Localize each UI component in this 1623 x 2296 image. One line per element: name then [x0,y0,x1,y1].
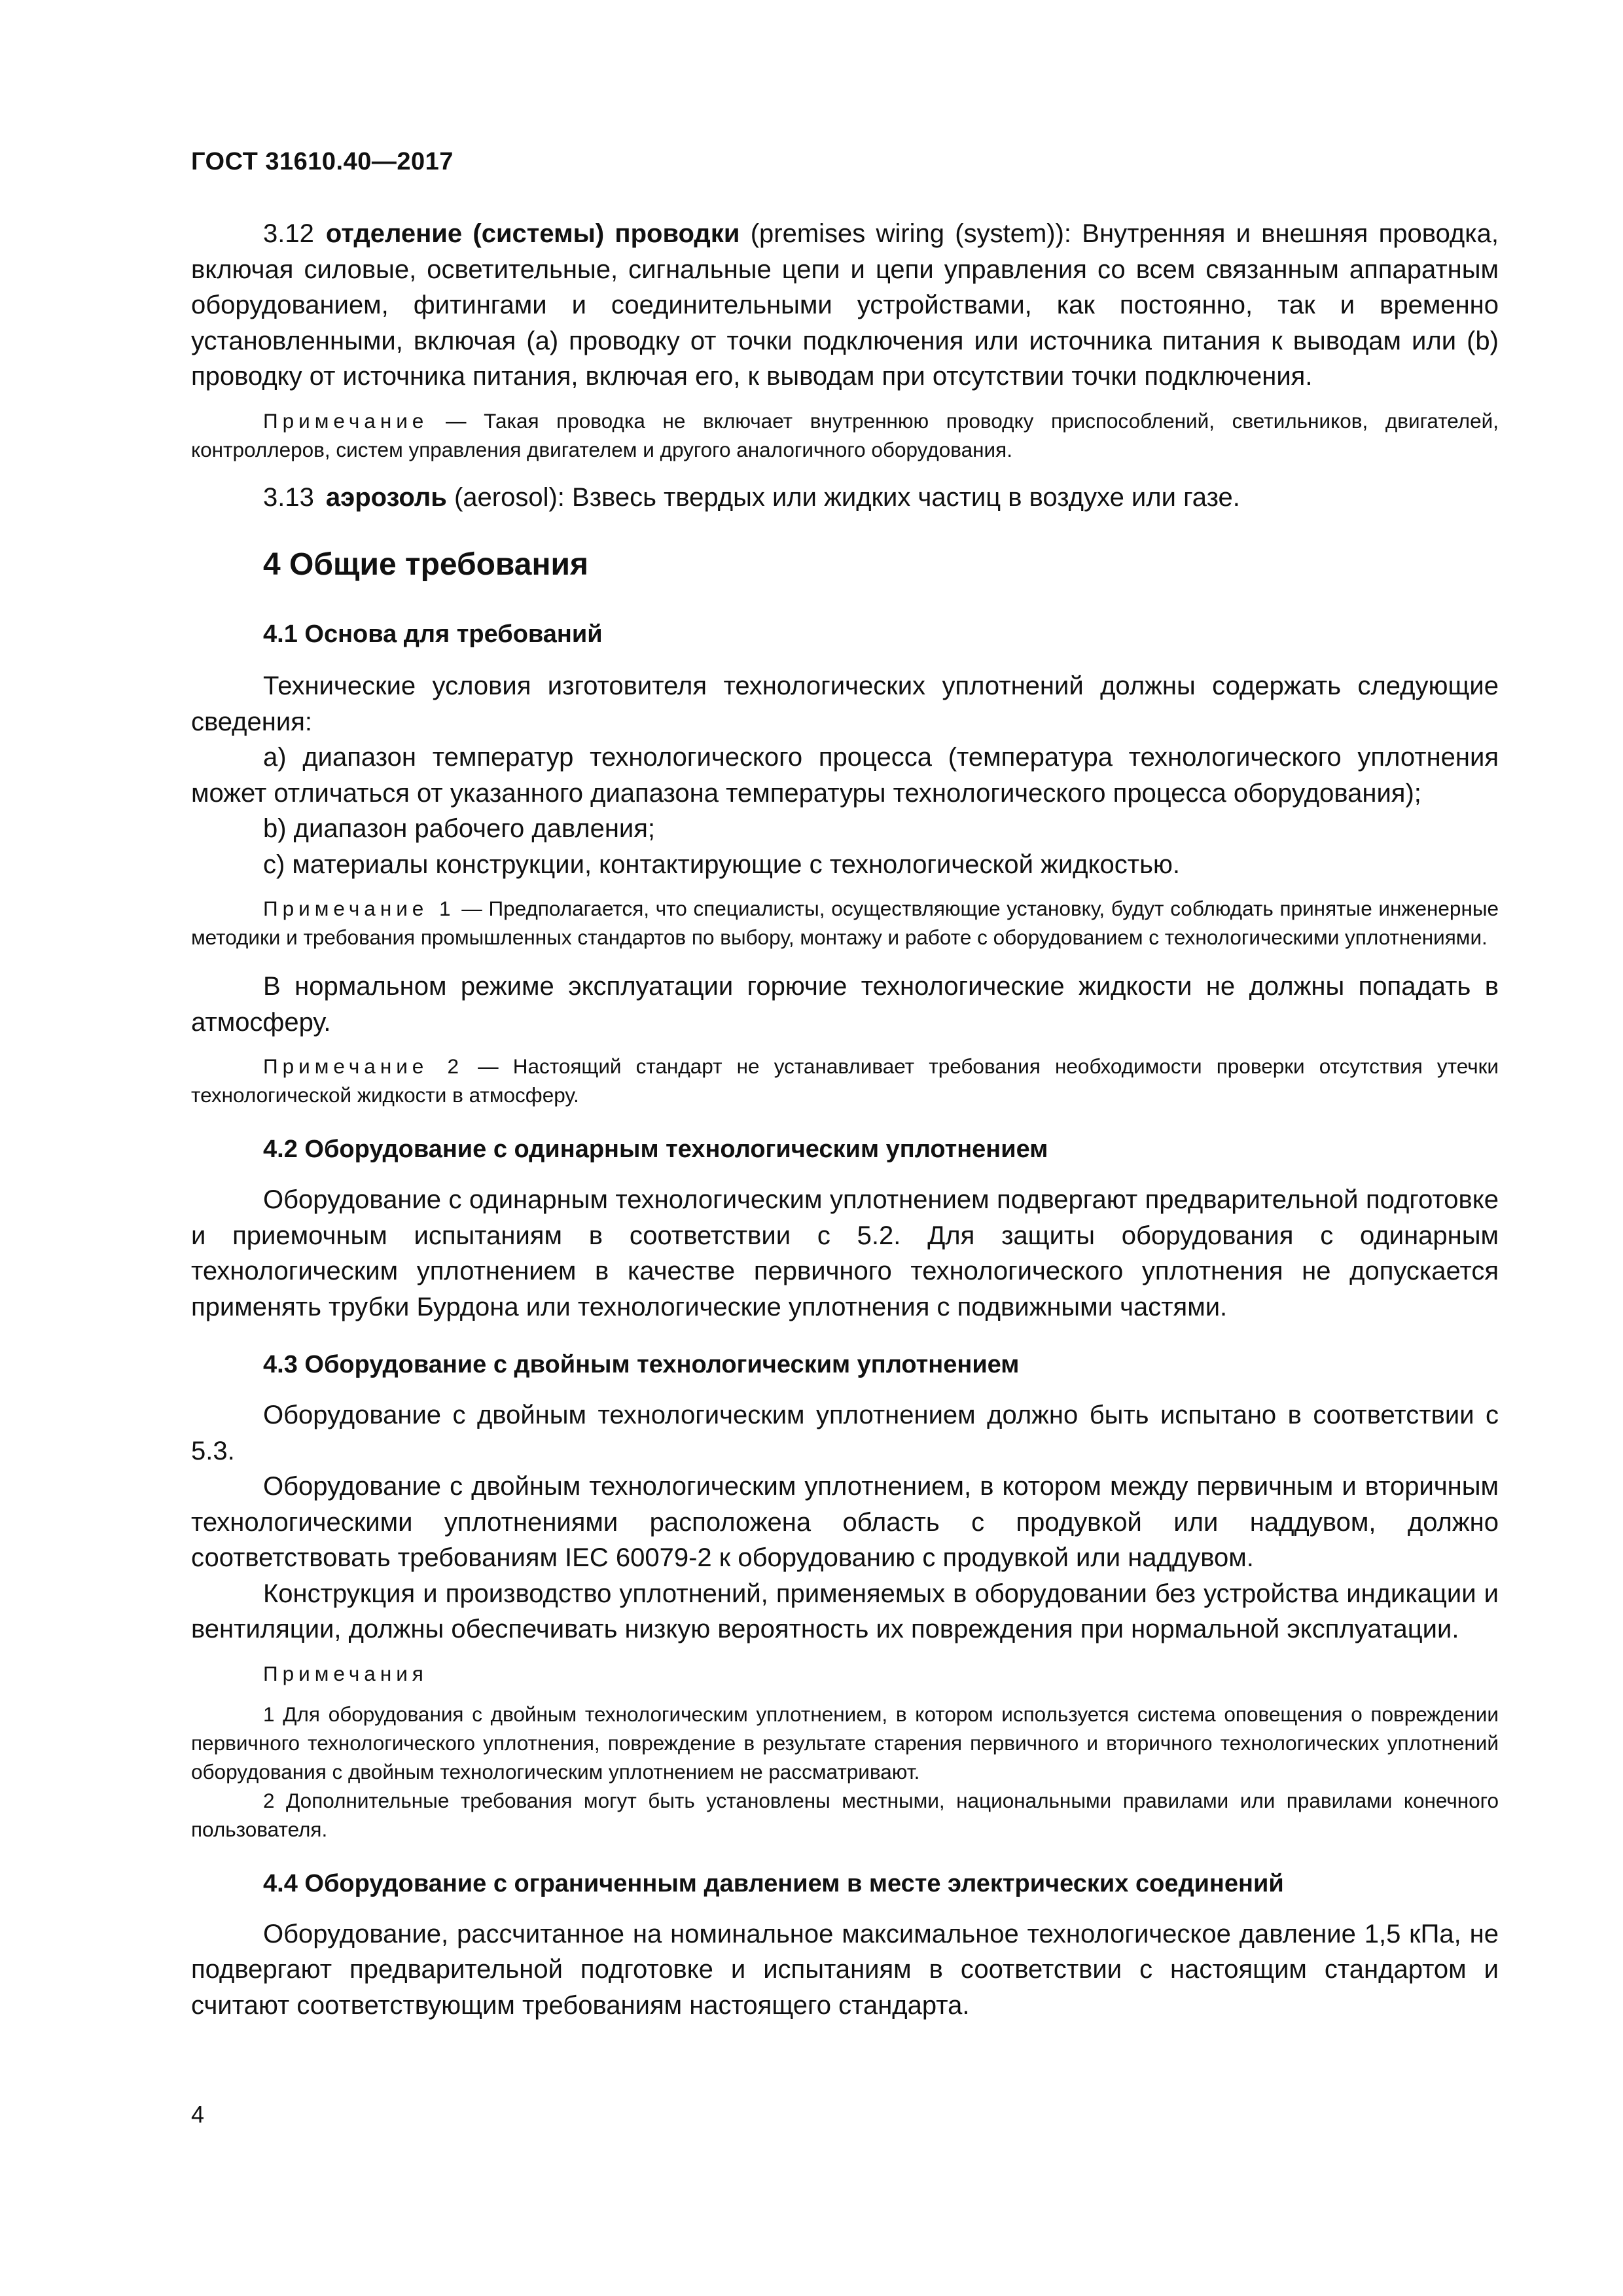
paragraph: Оборудование, рассчитанное на номинальное максимальное технологическое давление 1,5 кПа, не подвергают предварительной подготовке и испытаниям в соответствии с настоящим стандартом и считают соответствующим требованиям настоящего стандарта. [191,1919,1499,2020]
list-item: a) диапазон температур технологического процесса (температура технологического уплотнения может отличаться от указанного диапазона температуры технологического процесса оборудования); [191,743,1499,808]
page-number: 4 [191,2101,205,2128]
subsection-title-4-4: 4.4 Оборудование с ограниченным давлением в месте электрических соединений [263,1869,1284,1897]
document-header: ГОСТ 31610.40—2017 [191,148,454,175]
note [191,1052,1499,1109]
term: аэрозоль [325,482,447,512]
subsection-title-4-1: 4.1 Основа для требований [263,620,603,648]
clause-number: 3.12 [263,219,314,248]
note-text: — Предполагается, что специалисты, осуществляющие установку, будут соблюдать принятые инженерные методики и требования промышленных стандартов по выбору, монтажу и работе с оборудованием с технологическими уплотнениями. [191,897,1499,949]
paragraph: Оборудование с двойным технологическим уплотнением, в котором между первичным и вторичным технологическими уплотнениями расположена область с продувкой или наддувом, должно соответствовать требованиям IEC 60079-2 к оборудованию с продувкой или наддувом. [191,1472,1499,1572]
paragraph: Оборудование с двойным технологическим уплотнением должно быть испытано в соответствии с 5.3. [191,1401,1499,1465]
term-definition: (aerosol): Взвесь твердых или жидких частиц в воздухе или газе. [446,482,1240,512]
notes-block [191,1659,1499,1844]
notes-title: Примечания [263,1661,428,1685]
list-item: b) диапазон рабочего давления; [263,814,656,843]
note-label: Примечание [263,408,429,433]
page-content [191,216,1499,2023]
paragraph: Технические условия изготовителя технологических уплотнений должны содержать следующие сведения: [191,672,1499,736]
term: отделение (системы) проводки [325,219,740,248]
clause-3-13 [191,480,1499,516]
clause-3-12 [191,216,1499,395]
clause-number: 3.13 [263,482,314,512]
subsection-title-4-2: 4.2 Оборудование с одинарным технологическим уплотнением [263,1136,1048,1163]
clause-3-12-note [191,406,1499,464]
paragraph: Оборудование с одинарным технологическим уплотнением подвергают предварительной подготовке и приемочным испытаниям в соответствии с 5.2. Для защиты оборудования с одинарным технологическим уплотнением в качестве первичного технологического уплотнения не допускается применять трубки Бурдона или технологические уплотнения с подвижными частями. [191,1185,1499,1321]
list-item: c) материалы конструкции, контактирующие с технологической жидкостью. [263,850,1181,879]
note-text: — Настоящий стандарт не устанавливает требования необходимости проверки отсутствия утечки технологической жидкости в атмосферу. [191,1054,1499,1107]
paragraph: В нормальном режиме эксплуатации горючие технологические жидкости не должны попадать в атмосферу. [191,972,1499,1037]
subsection-title-4-3: 4.3 Оборудование с двойным технологическим уплотнением [263,1351,1020,1378]
note-text: — Такая проводка не включает внутреннюю проводку приспособлений, светильников, двигателей, контроллеров, систем управления двигателем и другого аналогичного оборудования. [191,408,1499,461]
note-item: 1 Для оборудования с двойным технологическим уплотнением, в котором используется система оповещения о повреждении первичного технологического уплотнения, повреждение в результате старения первичного и вторичного технологических уплотнений оборудования с двойным технологическим уплотнением не рассматривают. [191,1702,1499,1784]
note-label: Примечание 2 [263,1054,463,1078]
term-definition: (premises wiring (system)): Внутренняя и внешняя проводка, включая силовые, осветительные, сигнальные цепи и цепи управления со всем связанным аппаратным оборудованием, фитингами и соединительными устройствами, как постоянно, так и временно установленными, включая (a) проводку от точки подключения или источника питания к выводам или (b) проводку от источника питания, включая его, к выводам при отсутствии точки подключения. [191,219,1499,391]
note [191,894,1499,952]
note-label: Примечание 1 [263,897,455,920]
note-item: 2 Дополнительные требования могут быть установлены местными, национальными правилами или правилами конечного пользователя. [191,1788,1499,1841]
paragraph: Конструкция и производство уплотнений, применяемых в оборудовании без устройства индикации и вентиляции, должны обеспечивать низкую вероятность их повреждения при нормальной эксплуатации. [191,1579,1499,1643]
section-title: 4 Общие требования [263,547,588,582]
